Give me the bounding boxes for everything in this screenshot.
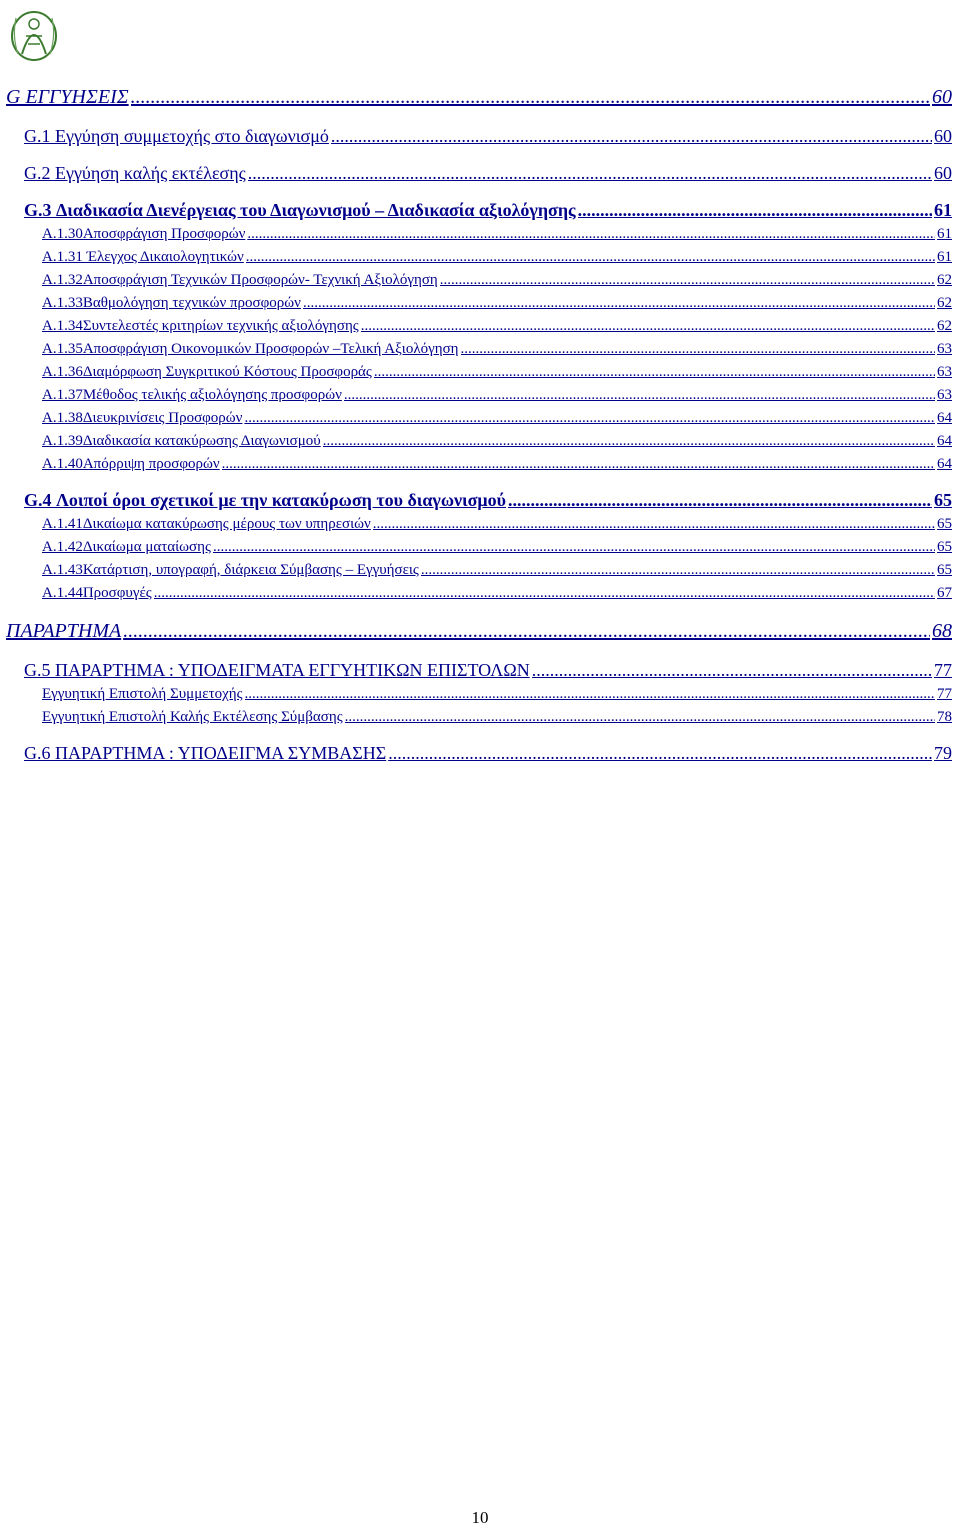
toc-leader-dots [344,387,935,404]
toc-entry[interactable] [24,126,952,147]
toc-entry-page: 65 [937,516,952,532]
toc-entry-page: 62 [937,272,952,288]
toc-entry-title: Εγγυητική Επιστολή Καλής Εκτέλεσης Σύμβασης [42,709,343,725]
toc-entry[interactable] [42,456,952,473]
toc-entry[interactable] [42,410,952,427]
toc-entry-title: A.1.33Βαθμολόγηση τεχνικών προσφορών [42,295,301,311]
toc-entry-page: 79 [934,743,952,763]
toc-entry-title: A.1.39Διαδικασία κατακύρωσης Διαγωνισμού [42,433,321,449]
toc-entry-page: 63 [937,341,952,357]
toc-leader-dots [244,410,935,427]
toc-entry-title: G ΕΓΓΥΗΣΕΙΣ [6,86,129,108]
toc-entry-page: 64 [937,410,952,426]
toc-entry-page: 61 [937,249,952,265]
toc-leader-dots [131,86,930,109]
toc-leader-dots [388,743,932,764]
toc-entry-page: 77 [937,686,952,702]
toc-entry-title: ΠΑΡΑΡΤΗΜΑ [6,620,122,642]
toc-entry[interactable] [42,539,952,556]
toc-entry-page: 65 [937,539,952,555]
toc-entry-page: 62 [937,318,952,334]
toc-entry-title: G.4 Λοιποί όροι σχετικοί με την κατακύρωση του διαγωνισμού [24,490,506,510]
toc-entry[interactable] [42,387,952,404]
toc-leader-dots [331,126,932,147]
toc-entry-page: 68 [932,620,952,642]
toc-entry-title: A.1.44Προσφυγές [42,585,152,601]
toc-entry-title: G.6 ΠΑΡΑΡΤΗΜΑ : ΥΠΟΔΕΙΓΜΑ ΣΥΜΒΑΣΗΣ [24,743,387,763]
toc-leader-dots [578,200,932,221]
toc-entry[interactable] [42,585,952,602]
toc-entry-page: 62 [937,295,952,311]
toc-entry-page: 60 [934,126,952,146]
toc-leader-dots [440,272,935,289]
toc-entry-page: 67 [937,585,952,601]
toc-entry[interactable] [42,364,952,381]
toc-entry-page: 65 [937,562,952,578]
toc-leader-dots [374,364,935,381]
toc-entry[interactable] [6,620,952,643]
toc-entry-page: 60 [932,86,952,108]
coat-of-arms-icon [6,6,62,62]
toc-leader-dots [323,433,935,450]
toc-entry-title: A.1.35Αποσφράγιση Οικονομικών Προσφορών –Τελική Αξιολόγηση [42,341,459,357]
toc-leader-dots [361,318,935,335]
toc-entry[interactable] [42,709,952,726]
toc-entry-page: 63 [937,364,952,380]
toc-leader-dots [461,341,935,358]
toc-entry[interactable] [24,200,952,221]
toc-leader-dots [303,295,935,312]
toc-entry-title: A.1.42Δικαίωμα ματαίωσης [42,539,211,555]
toc-entry-page: 77 [934,660,952,680]
toc-entry[interactable] [24,163,952,184]
toc-entry-title: Εγγυητική Επιστολή Συμμετοχής [42,686,243,702]
toc-entry[interactable] [42,686,952,703]
toc-leader-dots [222,456,935,473]
toc-entry-title: A.1.32Αποσφράγιση Τεχνικών Προσφορών- Τεχνική Αξιολόγηση [42,272,438,288]
toc-entry[interactable] [42,318,952,335]
toc-entry-page: 64 [937,456,952,472]
toc-entry-page: 65 [934,490,952,510]
toc-leader-dots [508,490,932,511]
toc-entry-title: G.2 Εγγύηση καλής εκτέλεσης [24,163,246,183]
toc-entry-title: A.1.41Δικαίωμα κατακύρωσης μέρους των υπηρεσιών [42,516,371,532]
toc-entry-title: A.1.38Διευκρινίσεις Προσφορών [42,410,243,426]
toc-entry[interactable] [42,516,952,533]
toc-entry[interactable] [42,249,952,266]
toc-entry[interactable] [24,660,952,681]
toc-entry[interactable] [42,272,952,289]
toc-leader-dots [421,562,935,579]
toc-entry-title: A.1.43Κατάρτιση, υπογραφή, διάρκεια Σύμβασης – Εγγυήσεις [42,562,419,578]
toc-entry-title: G.3 Διαδικασία Διενέργειας του Διαγωνισμού – Διαδικασία αξιολόγησης [24,200,576,220]
toc-leader-dots [532,660,932,681]
toc-leader-dots [345,709,935,726]
toc-leader-dots [213,539,935,556]
toc-leader-dots [245,686,935,703]
toc-entry[interactable] [6,86,952,109]
toc-entry-title: A.1.36Διαμόρφωση Συγκριτικού Κόστους Προσφοράς [42,364,372,380]
toc-entry[interactable] [24,490,952,511]
toc-entry-page: 60 [934,163,952,183]
toc-entry-page: 61 [937,226,952,242]
toc-leader-dots [247,226,935,243]
toc-entry-title: G.5 ΠΑΡΑΡΤΗΜΑ : ΥΠΟΔΕΙΓΜΑΤΑ ΕΓΓΥΗΤΙΚΩΝ ΕΠΙΣΤΟΛΩΝ [24,660,530,680]
toc-leader-dots [248,163,932,184]
toc-leader-dots [373,516,935,533]
toc-leader-dots [154,585,935,602]
toc-entry-title: A.1.31 Έλεγχος Δικαιολογητικών [42,249,244,265]
toc-entry-page: 64 [937,433,952,449]
toc-entry-title: G.1 Εγγύηση συμμετοχής στο διαγωνισμό [24,126,329,146]
toc-entry[interactable] [42,341,952,358]
toc-entry-title: A.1.37Μέθοδος τελικής αξιολόγησης προσφορών [42,387,342,403]
toc-leader-dots [123,620,930,643]
toc-entry[interactable] [24,743,952,764]
toc-entry[interactable] [42,295,952,312]
toc-entry[interactable] [42,226,952,243]
toc-entry[interactable] [42,562,952,579]
toc-entry-title: A.1.34Συντελεστές κριτηρίων τεχνικής αξιολόγησης [42,318,359,334]
toc-entry-title: A.1.30Αποσφράγιση Προσφορών [42,226,246,242]
toc-entry-page: 63 [937,387,952,403]
toc-entry-title: A.1.40Απόρριψη προσφορών [42,456,220,472]
toc-entry-page: 61 [934,200,952,220]
page-number: 10 [471,1508,489,1527]
toc-leader-dots [246,249,935,266]
toc-entry[interactable] [42,433,952,450]
toc-entry-page: 78 [937,709,952,725]
